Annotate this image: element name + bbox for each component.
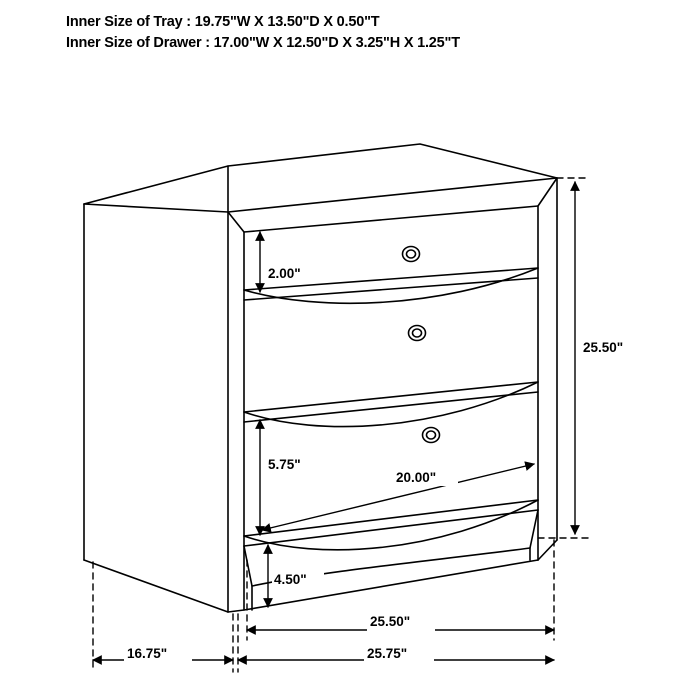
cabinet-left-side — [84, 204, 228, 612]
drawer-knob-middle — [409, 326, 426, 341]
label-top-drawer-height: 2.00" — [268, 266, 301, 281]
cabinet-right-edge — [538, 178, 557, 560]
label-drawer-width: 20.00" — [396, 470, 437, 485]
dim-overall-height — [538, 178, 590, 538]
label-front-width: 25.50" — [370, 614, 411, 629]
drawer-knob-top — [403, 247, 420, 262]
label-side-depth: 16.75" — [127, 646, 168, 661]
drawer-curve-bottom — [244, 500, 538, 550]
inner-size-drawer-text: Inner Size of Drawer : 17.00"W X 12.50"D X 3.25"H X 1.25"T — [66, 35, 460, 51]
label-middle-drawer-height: 5.75" — [268, 457, 301, 472]
label-total-width: 25.75" — [367, 646, 408, 661]
cabinet-top-surface — [84, 144, 557, 212]
inner-size-tray-text: Inner Size of Tray : 19.75"W X 13.50"D X 0.50"T — [66, 14, 380, 30]
cabinet-base-legs — [244, 510, 538, 610]
drawer-divider-lines — [244, 268, 538, 546]
label-overall-height: 25.50" — [583, 340, 624, 355]
drawer-curve-middle — [244, 382, 538, 427]
drawer-knob-bottom — [423, 428, 440, 443]
label-bottom-clearance: 4.50" — [274, 572, 307, 587]
